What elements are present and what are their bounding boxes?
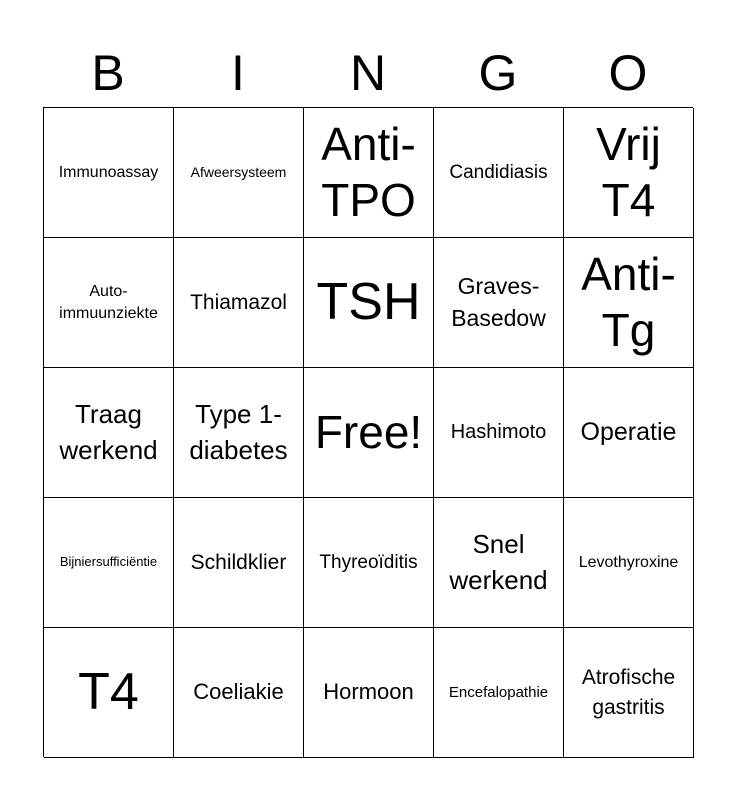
bingo-cell: Thyreoïditis bbox=[304, 498, 434, 628]
bingo-cell: Anti-TPO bbox=[304, 108, 434, 238]
bingo-cell: Auto-immuunziekte bbox=[44, 238, 174, 368]
header-letter-b: B bbox=[91, 45, 125, 101]
bingo-cell: Coeliakie bbox=[174, 628, 304, 758]
header-letter-g: G bbox=[478, 45, 518, 101]
bingo-cell: Afweersysteem bbox=[174, 108, 304, 238]
bingo-cell: Immunoassay bbox=[44, 108, 174, 238]
bingo-cell: Bijniersufficiëntie bbox=[44, 498, 174, 628]
bingo-cell: Traag werkend bbox=[44, 368, 174, 498]
bingo-cell: Operatie bbox=[564, 368, 694, 498]
bingo-cell: Snel werkend bbox=[434, 498, 564, 628]
bingo-cell: Hormoon bbox=[304, 628, 434, 758]
bingo-cell: Schildklier bbox=[174, 498, 304, 628]
bingo-cell: TSH bbox=[304, 238, 434, 368]
bingo-cell: Atrofische gastritis bbox=[564, 628, 694, 758]
bingo-cell: Type 1-diabetes bbox=[174, 368, 304, 498]
bingo-cell: T4 bbox=[44, 628, 174, 758]
bingo-header bbox=[43, 38, 693, 108]
bingo-grid bbox=[43, 107, 693, 757]
header-letter-o: O bbox=[608, 45, 648, 101]
bingo-cell: Vrij T4 bbox=[564, 108, 694, 238]
bingo-cell: Free! bbox=[304, 368, 434, 498]
bingo-cell: Candidiasis bbox=[434, 108, 564, 238]
bingo-cell: Hashimoto bbox=[434, 368, 564, 498]
bingo-cell: Encefalopathie bbox=[434, 628, 564, 758]
bingo-cell: Thiamazol bbox=[174, 238, 304, 368]
header-letter-n: N bbox=[349, 45, 387, 101]
bingo-cell: Graves-Basedow bbox=[434, 238, 564, 368]
bingo-cell: Anti-Tg bbox=[564, 238, 694, 368]
bingo-cell: Levothyroxine bbox=[564, 498, 694, 628]
header-letter-i: I bbox=[231, 45, 245, 101]
